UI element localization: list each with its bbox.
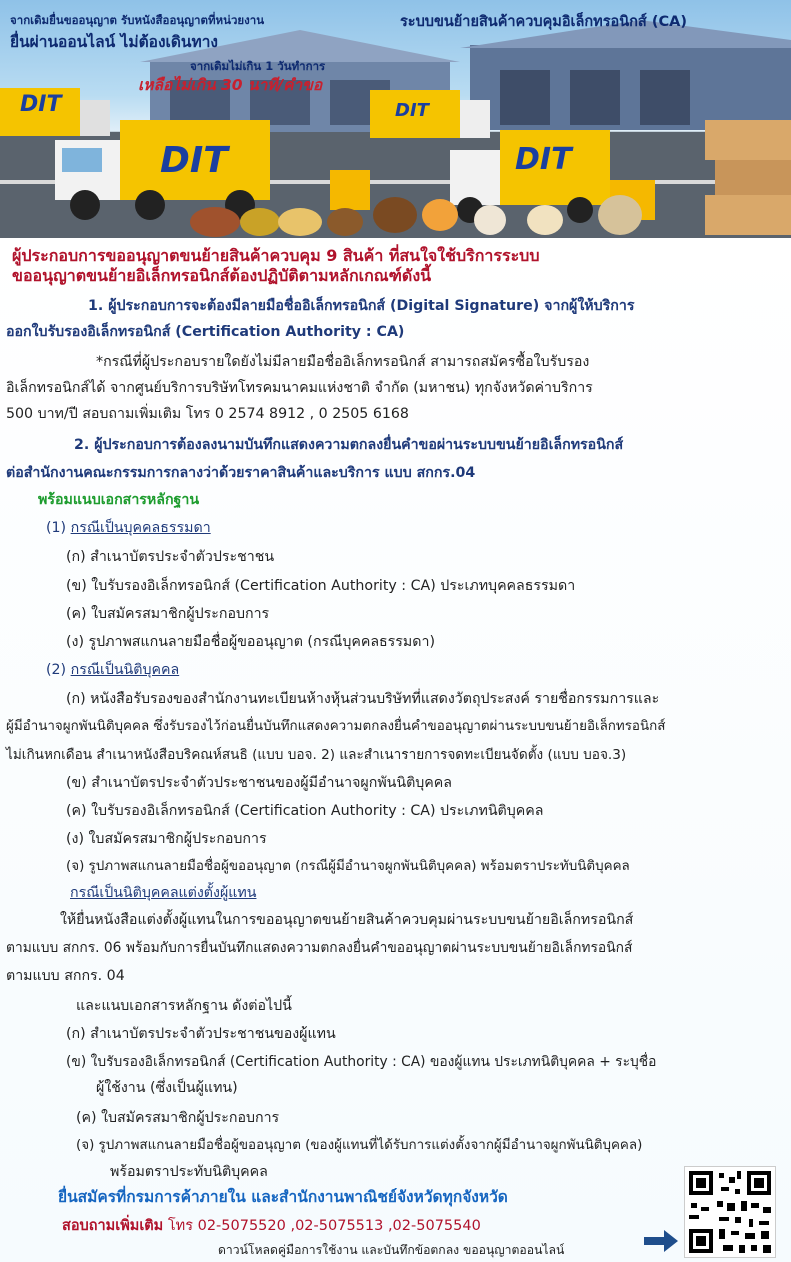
dit-logo: DIT: [395, 100, 429, 121]
contact-phones: โทร 02-5075520 ,02-5075513 ,02-5075540: [163, 1218, 481, 1234]
apply-location: ยื่นสมัครที่กรมการค้าภายใน และสำนักงานพาณิชย์จังหวัดทุกจังหวัด: [58, 1188, 508, 1206]
list-item: (ข) ใบรับรองอิเล็กทรอนิกส์ (Certification Authority : CA) ของผู้แทน ประเภทนิติบุคคล + ระบุชื่อ: [66, 1054, 657, 1070]
list-item: (ก) หนังสือรับรองของสำนักงานทะเบียนห้างหุ้นส่วนบริษัทที่แสดงวัตถุประสงค์ รายชื่อกรรมการและ: [66, 691, 660, 707]
agent-paragraph: และแนบเอกสารหลักฐาน ดังต่อไปนี้: [76, 998, 292, 1014]
list-item: (ข) ใบรับรองอิเล็กทรอนิกส์ (Certification Authority : CA) ประเภทบุคคลธรรมดา: [66, 578, 576, 594]
list-item: ไม่เกินหกเดือน สำเนาหนังสือบริคณห์สนธิ (แบบ บอจ. 2) และสำเนารายการจดทะเบียนจัดตั้ง (แบบ บอจ.3): [6, 747, 627, 763]
dit-logo: DIT: [515, 142, 572, 177]
list-item: (ข) สำเนาบัตรประจำตัวประชาชนของผู้มีอำนาจผูกพันนิติบุคคล: [66, 775, 452, 791]
dit-logo: DIT: [160, 140, 228, 181]
criteria-1-note: *กรณีที่ผู้ประกอบรายใดยังไม่มีลายมือชื่ออิเล็กทรอนิกส์ สามารถสมัครซื้อใบรับรอง: [96, 354, 590, 370]
agent-heading: กรณีเป็นนิติบุคคลแต่งตั้งผู้แทน: [70, 885, 257, 901]
criteria-2: 2. ผู้ประกอบการต้องลงนามบันทึกแสดงความตกลงยื่นคำขอผ่านระบบขนย้ายอิเล็กทรอนิกส์: [74, 437, 624, 453]
dit-logo: DIT: [20, 92, 62, 117]
juristic-heading: [46, 660, 179, 680]
person-heading-num: (1): [46, 520, 67, 536]
banner-line4: เหลือไม่เกิน 30 นาที/คำขอ: [138, 76, 323, 94]
list-item: (ก) สำเนาบัตรประจำตัวประชาชน: [66, 549, 275, 565]
list-item: (ง) ใบสมัครสมาชิกผู้ประกอบการ: [66, 831, 267, 847]
list-item: (จ) รูปภาพสแกนลายมือชื่อผู้ขออนุญาต (ของผู้แทนที่ได้รับการแต่งตั้งจากผู้มีอำนาจผูกพันนิติบุคคล): [76, 1138, 643, 1153]
person-heading: [46, 518, 211, 538]
list-item: (ค) ใบสมัครสมาชิกผู้ประกอบการ: [66, 606, 270, 622]
contact-label: สอบถามเพิ่มเติม: [62, 1218, 164, 1234]
juristic-heading-num: (2): [46, 662, 67, 678]
header-banner: [0, 0, 791, 238]
list-item: ผู้มีอำนาจผูกพันนิติบุคคล ซึ่งรับรองไว้ก่อนยื่นบันทึกแสดงความตกลงยื่นคำขออนุญาตผ่านระบบขนย้ายอิเล็กทรอนิกส์: [6, 719, 666, 734]
banner-line2: ยื่นผ่านออนไลน์ ไม่ต้องเดินทาง: [10, 33, 218, 51]
criteria-1-note: 500 บาท/ปี สอบถามเพิ่มเติม โทร 0 2574 8912 , 0 2505 6168: [6, 406, 409, 422]
criteria-1: ออกใบรับรองอิเล็กทรอนิกส์ (Certification Authority : CA): [6, 324, 405, 340]
criteria-1: 1. ผู้ประกอบการจะต้องมีลายมือชื่ออิเล็กทรอนิกส์ (Digital Signature) จากผู้ให้บริการ: [88, 298, 635, 314]
arrow-right-icon: [644, 1228, 680, 1254]
juristic-heading-text: กรณีเป็นนิติบุคคล: [70, 662, 180, 678]
contact-line: [62, 1216, 481, 1236]
list-item: ผู้ใช้งาน (ซึ่งเป็นผู้แทน): [96, 1080, 238, 1096]
banner-line1: จากเดิมยื่นขออนุญาต รับหนังสืออนุญาตที่หน่วยงาน: [10, 13, 265, 27]
criteria-2: ต่อสำนักงานคณะกรรมการกลางว่าด้วยราคาสินค้าและบริการ แบบ สกกร.04: [6, 465, 476, 481]
download-text: ดาวน์โหลดคู่มือการใช้งาน และบันทึกข้อตกลง ขออนุญาตออนไลน์: [218, 1243, 565, 1257]
system-title: ระบบขนย้ายสินค้าควบคุมอิเล็กทรอนิกส์ (CA): [400, 14, 687, 30]
agent-paragraph: ให้ยื่นหนังสือแต่งตั้งผู้แทนในการขออนุญาตขนย้ายสินค้าควบคุมผ่านระบบขนย้ายอิเล็กทรอนิกส์: [60, 912, 634, 928]
page-heading: ผู้ประกอบการขออนุญาตขนย้ายสินค้าควบคุม 9 สินค้า ที่สนใจใช้บริการระบบ: [12, 246, 540, 265]
agent-paragraph: ตามแบบ สกกร. 04: [6, 968, 125, 984]
attach-heading: พร้อมแนบเอกสารหลักฐาน: [38, 492, 200, 508]
person-heading-text: กรณีเป็นบุคคลธรรมดา: [70, 520, 211, 536]
list-item: (จ) รูปภาพสแกนลายมือชื่อผู้ขออนุญาต (กรณีผู้มีอำนาจผูกพันนิติบุคคล) พร้อมตราประทับนิติบุคคล: [66, 859, 630, 874]
page-heading: ขออนุญาตขนย้ายอิเล็กทรอนิกส์ต้องปฏิบัติตามหลักเกณฑ์ดังนี้: [12, 266, 432, 285]
list-item: (ค) ใบสมัครสมาชิกผู้ประกอบการ: [76, 1110, 280, 1126]
banner-line3: จากเดิมไม่เกิน 1 วันทำการ: [190, 59, 326, 73]
list-item: (ง) รูปภาพสแกนลายมือชื่อผู้ขออนุญาต (กรณีบุคคลธรรมดา): [66, 634, 435, 650]
list-item: พร้อมตราประทับนิติบุคคล: [110, 1164, 268, 1180]
agent-paragraph: ตามแบบ สกกร. 06 พร้อมกับการยื่นบันทึกแสดงความตกลงยื่นคำขออนุญาตผ่านระบบขนย้ายอิเล็กทรอนิกส์: [6, 940, 633, 956]
criteria-1-note: อิเล็กทรอนิกส์ได้ จากศูนย์บริการบริษัทโทรคมนาคมแห่งชาติ จำกัด (มหาชน) ทุกจังหวัดค่าบริการ: [6, 380, 593, 396]
list-item: (ก) สำเนาบัตรประจำตัวประชาชนของผู้แทน: [66, 1026, 336, 1042]
qr-code-icon[interactable]: [684, 1166, 776, 1258]
list-item: (ค) ใบรับรองอิเล็กทรอนิกส์ (Certification Authority : CA) ประเภทนิติบุคคล: [66, 803, 544, 819]
